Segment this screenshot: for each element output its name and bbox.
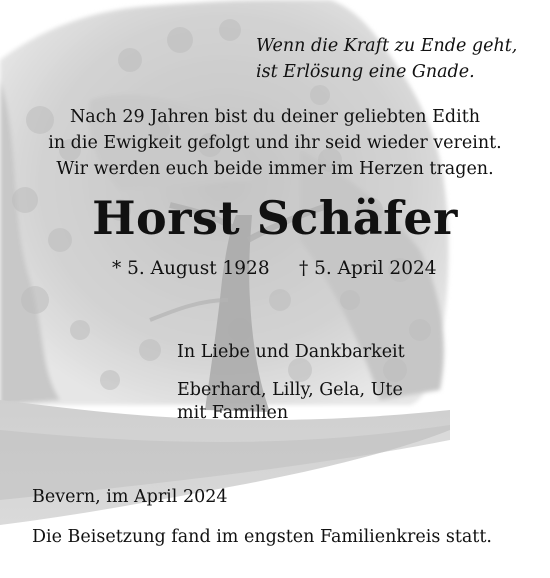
- message-line-2: in die Ewigkeit gefolgt und ihr seid wieder vereint.: [48, 133, 502, 153]
- message-line-1: Nach 29 Jahren bist du deiner geliebten Edith: [69, 107, 481, 127]
- mourners-families: mit Familien: [177, 403, 289, 423]
- death-date: † 5. April 2024: [299, 258, 437, 279]
- mourners-names: Eberhard, Lilly, Gela, Ute: [177, 380, 403, 400]
- motto-line-2: ist Erlösung eine Gnade.: [256, 62, 475, 82]
- deceased-name: Horst Schäfer: [92, 191, 458, 245]
- burial-note: Die Beisetzung fand im engsten Familienkreis statt.: [32, 527, 492, 547]
- place-and-date: Bevern, im April 2024: [32, 487, 228, 507]
- birth-date: * 5. August 1928: [112, 258, 270, 279]
- message-line-3: Wir werden euch beide immer im Herzen tragen.: [56, 159, 494, 179]
- mourners-intro: In Liebe und Dankbarkeit: [177, 342, 405, 362]
- motto-line-1: Wenn die Kraft zu Ende geht,: [256, 36, 518, 56]
